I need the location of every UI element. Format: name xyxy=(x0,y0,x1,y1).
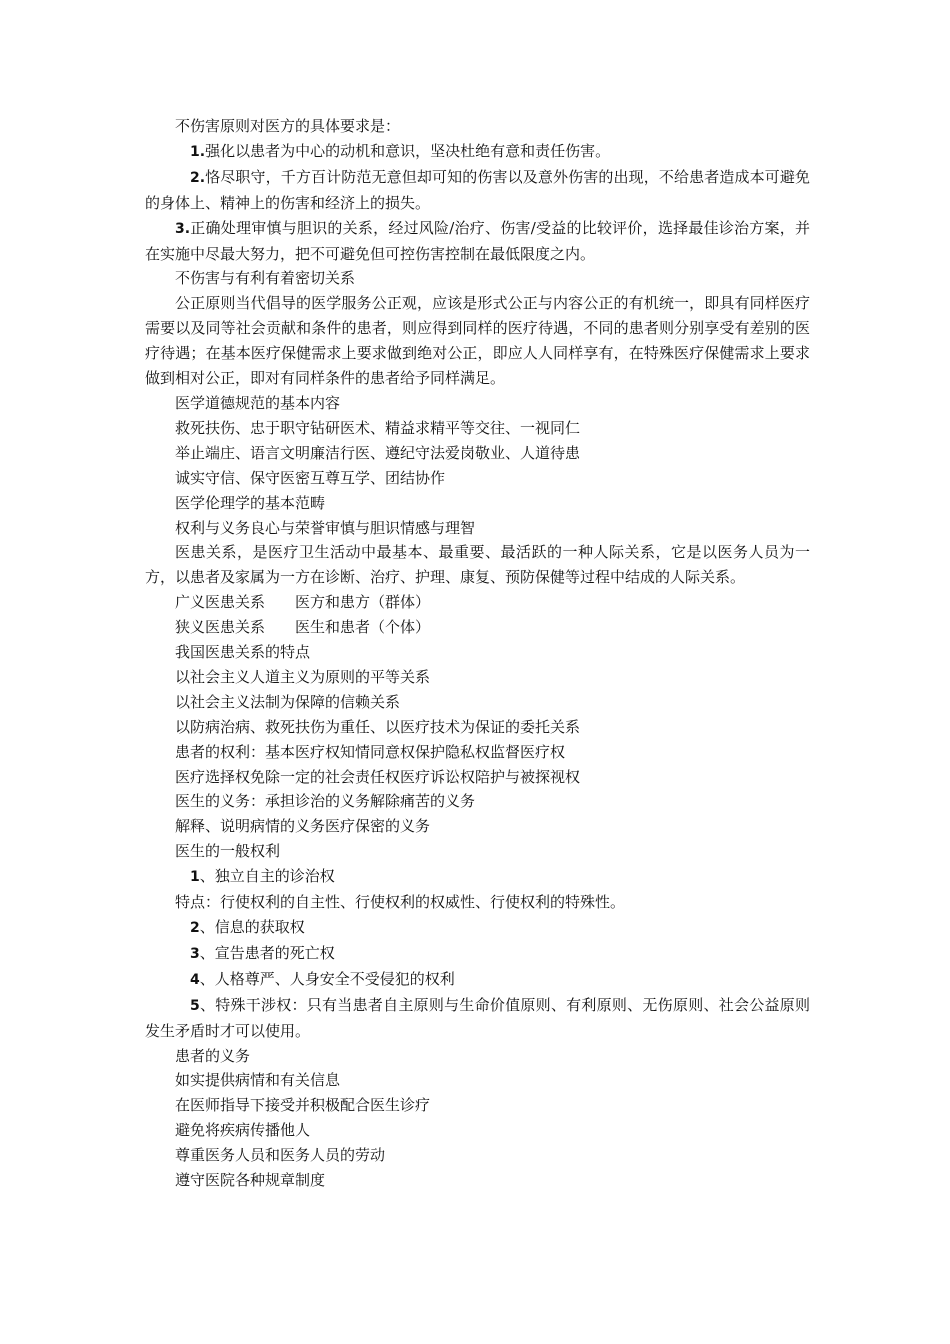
paragraph xyxy=(145,915,810,941)
paragraph-text: 避免将疾病传播他人 xyxy=(175,1121,311,1140)
item-number: 1 xyxy=(190,869,200,886)
paragraph-text: 医学伦理学的基本范畴 xyxy=(175,493,326,512)
paragraph xyxy=(145,665,810,690)
paragraph xyxy=(145,540,810,590)
paragraph xyxy=(145,491,810,516)
item-number: 2. xyxy=(190,169,206,186)
paragraph xyxy=(145,615,810,640)
paragraph-text: 特点：行使权利的自主性、行使权利的权威性、行使权利的特殊性。 xyxy=(175,893,626,912)
paragraph xyxy=(145,291,810,391)
paragraph xyxy=(145,1143,810,1168)
paragraph xyxy=(145,967,810,993)
paragraph-text: 医患关系，是医疗卫生活动中最基本、最重要、最活跃的一种人际关系，它是以医务人员为一方，以患者及家属为一方在诊断、治疗、护理、康复、预防保健等过程中结成的人际关系。 xyxy=(145,543,810,587)
paragraph-text-secondary: 医方和患方（群体） xyxy=(295,593,431,612)
paragraph-text: 医生的义务：承担诊治的义务解除痛苦的义务 xyxy=(175,792,476,811)
paragraph xyxy=(145,765,810,790)
paragraph xyxy=(145,114,810,139)
paragraph xyxy=(145,1068,810,1093)
paragraph xyxy=(145,839,810,864)
paragraph-text: 公正原则当代倡导的医学服务公正观，应该是形式公正与内容公正的有机统一，即具有同样医疗需要以及同等社会贡献和条件的患者，则应得到同样的医疗待遇，不同的患者则分别享受有差别的医疗待遇；在基本医疗保健需求上要求做到绝对公正，即应人人同样享有，在特殊医疗保健需求上要求做到相对公正，即对有同样条件的患者给予同样满足。 xyxy=(145,294,810,388)
paragraph-text: 权利与义务良心与荣誉审慎与胆识情感与理智 xyxy=(175,518,476,537)
paragraph-text: 如实提供病情和有关信息 xyxy=(175,1071,341,1090)
paragraph-text: 、宣告患者的死亡权 xyxy=(199,943,335,962)
paragraph-text: 医生的一般权利 xyxy=(175,842,281,861)
paragraph xyxy=(145,864,810,890)
paragraph-text: 正确处理审慎与胆识的关系，经过风险/治疗、伤害/受益的比较评价，选择最佳诊治方案，并在实施中尽最大努力，把不可避免但可控伤害控制在最低限度之内。 xyxy=(145,218,810,263)
item-number: 3 xyxy=(190,945,200,962)
paragraph xyxy=(145,1093,810,1118)
paragraph xyxy=(145,391,810,416)
paragraph xyxy=(145,814,810,839)
paragraph-text: 举止端庄、语言文明廉洁行医、遵纪守法爱岗敬业、人道待患 xyxy=(175,443,581,462)
paragraph-text: 遵守医院各种规章制度 xyxy=(175,1171,326,1190)
item-number: 4 xyxy=(190,971,200,988)
document-body xyxy=(145,114,810,1193)
paragraph-text: 、人格尊严、人身安全不受侵犯的权利 xyxy=(199,969,455,988)
paragraph-text: 在医师指导下接受并积极配合医生诊疗 xyxy=(175,1096,431,1115)
item-number: 3. xyxy=(175,220,191,237)
paragraph-text: 不伤害与有利有着密切关系 xyxy=(175,269,356,288)
paragraph-text: 广义医患关系 xyxy=(175,593,266,612)
paragraph xyxy=(145,715,810,740)
paragraph xyxy=(145,941,810,967)
paragraph-text: 恪尽职守，千方百计防范无意但却可知的伤害以及意外伤害的出现，不给患者造成本可避免的身体上、精神上的伤害和经济上的损失。 xyxy=(145,167,810,212)
paragraph xyxy=(145,165,810,216)
paragraph-text: 不伤害原则对医方的具体要求是： xyxy=(175,117,401,135)
paragraph-text: 我国医患关系的特点 xyxy=(175,643,311,662)
paragraph xyxy=(145,690,810,715)
paragraph-text: 强化以患者为中心的动机和意识，坚决杜绝有意和责任伤害。 xyxy=(205,141,611,160)
paragraph xyxy=(145,416,810,441)
item-number: 2 xyxy=(190,920,200,936)
paragraph xyxy=(145,740,810,765)
paragraph-text: 以防病治病、救死扶伤为重任、以医疗技术为保证的委托关系 xyxy=(175,717,581,736)
paragraph xyxy=(145,789,810,814)
paragraph xyxy=(145,640,810,665)
paragraph xyxy=(145,1118,810,1143)
paragraph-text: 、特殊干涉权：只有当患者自主原则与生命价值原则、有利原则、无伤原则、社会公益原则发生矛盾时才可以使用。 xyxy=(145,995,810,1040)
paragraph-text: 、信息的获取权 xyxy=(199,918,305,936)
item-number: 5 xyxy=(190,997,200,1014)
paragraph-text: 救死扶伤、忠于职守钻研医术、精益求精平等交往、一视同仁 xyxy=(175,418,581,437)
paragraph xyxy=(145,1168,810,1193)
paragraph-text: 狭义医患关系 xyxy=(175,618,266,637)
paragraph xyxy=(145,266,810,291)
paragraph-text: 、独立自主的诊治权 xyxy=(199,867,335,886)
paragraph-text: 以社会主义法制为保障的信赖关系 xyxy=(175,692,401,711)
paragraph xyxy=(145,516,810,541)
paragraph xyxy=(145,216,810,267)
paragraph xyxy=(145,590,810,615)
paragraph xyxy=(145,993,810,1044)
paragraph xyxy=(145,890,810,915)
paragraph xyxy=(145,466,810,491)
paragraph xyxy=(145,1044,810,1069)
paragraph-text: 解释、说明病情的义务医疗保密的义务 xyxy=(175,817,431,836)
paragraph-text: 患者的权利：基本医疗权知情同意权保护隐私权监督医疗权 xyxy=(175,742,566,761)
paragraph-text: 医疗选择权免除一定的社会责任权医疗诉讼权陪护与被探视权 xyxy=(175,767,581,786)
paragraph-text: 尊重医务人员和医务人员的劳动 xyxy=(175,1146,386,1165)
paragraph xyxy=(145,441,810,466)
paragraph-text: 以社会主义人道主义为原则的平等关系 xyxy=(175,667,431,686)
paragraph-text-secondary: 医生和患者（个体） xyxy=(295,618,431,637)
paragraph xyxy=(145,139,810,165)
paragraph-text: 诚实守信、保守医密互尊互学、团结协作 xyxy=(175,468,446,487)
item-number: 1. xyxy=(190,143,206,160)
paragraph-text: 医学道德规范的基本内容 xyxy=(175,393,341,412)
paragraph-text: 患者的义务 xyxy=(175,1046,251,1065)
